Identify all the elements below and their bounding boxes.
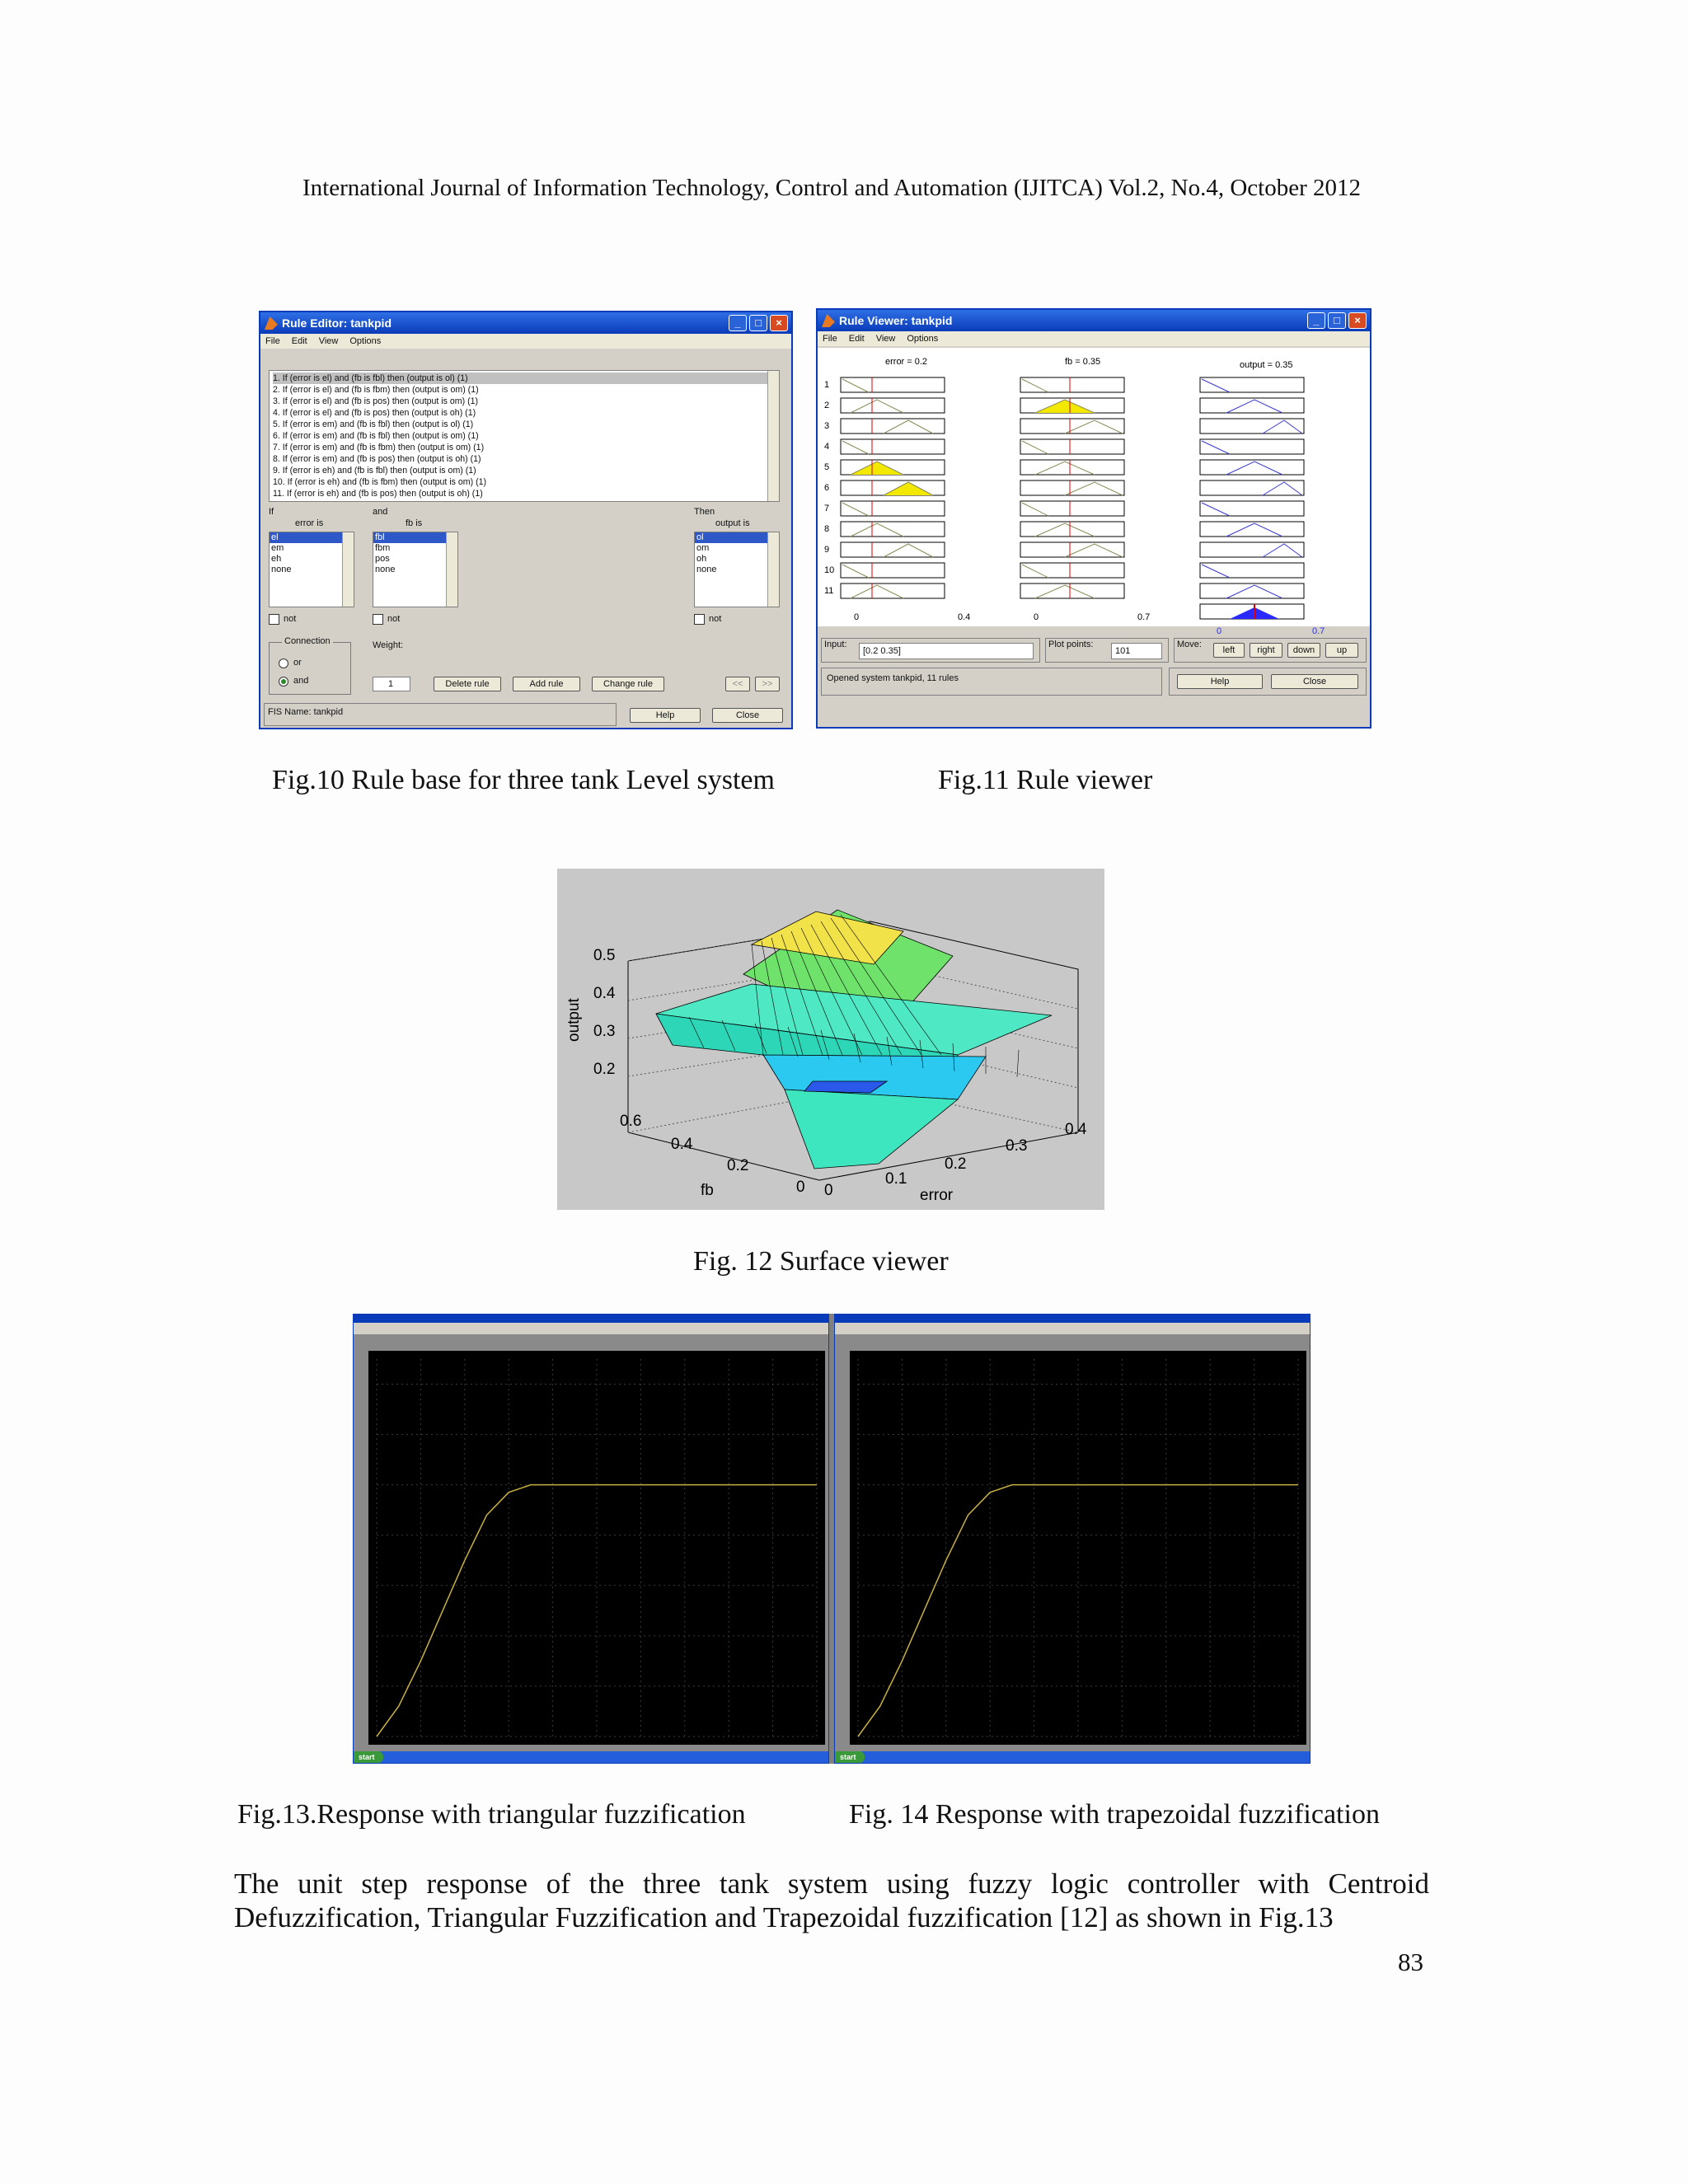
weight-label: Weight:	[373, 640, 404, 650]
scope-titlebar	[354, 1315, 828, 1323]
fb-axis-label: fb	[701, 1182, 714, 1199]
rule-row-number: 1	[824, 380, 830, 390]
rule-item[interactable]: 5. If (error is em) and (fb is fbl) then (output is ol) (1)	[273, 419, 474, 429]
and-label: and	[373, 507, 388, 517]
output-mf-box	[1200, 439, 1304, 454]
fb-mf-box	[1020, 439, 1124, 454]
minimize-icon[interactable]: _	[729, 315, 747, 331]
error-tick: 0.3	[1006, 1137, 1028, 1155]
error-tick: 0.1	[885, 1170, 907, 1188]
z-tick: 0.2	[593, 1061, 616, 1078]
move-left-button[interactable]: left	[1213, 643, 1245, 658]
then-label: Then	[694, 507, 715, 517]
error-axis-min: 0	[854, 612, 860, 622]
error-not-checkbox[interactable]	[269, 614, 279, 625]
error-tick: 0	[824, 1182, 833, 1199]
caption-fig10: Fig.10 Rule base for three tank Level system	[272, 765, 775, 795]
error-is-label: error is	[295, 518, 324, 528]
output-mf-box	[1200, 522, 1304, 537]
start-button[interactable]: start	[835, 1751, 865, 1763]
fis-name-status: FIS Name: tankpid	[264, 703, 617, 726]
fb-not-checkbox[interactable]	[373, 614, 383, 625]
list-item[interactable]: om	[696, 543, 710, 553]
z-axis-label: output	[565, 998, 583, 1042]
rule-row-number: 10	[824, 565, 835, 575]
surface-box-front-left	[628, 1132, 819, 1180]
rule-viewer-plots[interactable]	[818, 348, 1370, 626]
rule-row-number: 6	[824, 483, 830, 493]
rule-viewer-title: Rule Viewer: tankpid	[839, 314, 953, 327]
output-mf-box	[1200, 377, 1304, 392]
list-item[interactable]: none	[271, 565, 292, 574]
or-radio[interactable]	[279, 658, 288, 668]
caption-fig12: Fig. 12 Surface viewer	[693, 1246, 949, 1277]
help-button[interactable]: Help	[1177, 674, 1263, 689]
listbox-scrollbar[interactable]	[767, 532, 779, 607]
surface-plot	[557, 869, 1104, 1210]
output-mf-box	[1200, 563, 1304, 578]
rule-editor-title: Rule Editor: tankpid	[282, 316, 392, 330]
output-listbox[interactable]	[694, 532, 780, 607]
and-radio[interactable]	[279, 677, 288, 687]
output-mf-box	[1200, 460, 1304, 475]
error-axis-max: 0.4	[958, 612, 971, 622]
list-item[interactable]: el	[270, 532, 354, 543]
fb-tick: 0	[796, 1179, 805, 1196]
minimize-icon[interactable]: _	[1307, 312, 1325, 329]
maximize-icon[interactable]: □	[1328, 312, 1346, 329]
fb-mf-box	[1020, 460, 1124, 475]
rule-editor-titlebar	[260, 312, 791, 334]
rule-row-number: 11	[824, 586, 834, 596]
connection-group	[269, 642, 351, 695]
not-label: not	[387, 614, 401, 624]
menu-edit[interactable]: Edit	[291, 336, 307, 346]
rule-viewer-plot-area	[818, 348, 1370, 626]
fb-axis-min: 0	[1034, 612, 1039, 622]
fb-mf-box	[1020, 377, 1124, 392]
output-is-label: output is	[715, 518, 750, 528]
fb-tick: 0.2	[727, 1157, 749, 1174]
rule-item[interactable]: 7. If (error is em) and (fb is fbm) then (output is om) (1)	[273, 443, 485, 452]
fb-tick: 0.4	[671, 1136, 693, 1153]
fb-is-label: fb is	[406, 518, 423, 528]
rule-row-number: 9	[824, 545, 830, 555]
output-axis-min: 0	[1217, 626, 1222, 636]
not-label: not	[709, 614, 722, 624]
rule-row-number: 3	[824, 421, 830, 431]
next-button[interactable]: >>	[755, 677, 780, 691]
prev-button[interactable]: <<	[725, 677, 750, 691]
error-mf-box	[841, 501, 945, 516]
list-item[interactable]: none	[375, 565, 396, 574]
z-tick: 0.4	[593, 985, 616, 1002]
output-mf-box	[1200, 583, 1304, 598]
fb-mf-box	[1020, 542, 1124, 557]
listbox-scrollbar[interactable]	[446, 532, 457, 607]
list-item[interactable]: none	[696, 565, 717, 574]
output-mf-box	[1200, 480, 1304, 495]
rule-list[interactable]	[269, 370, 780, 502]
list-item[interactable]: em	[271, 543, 284, 553]
list-item[interactable]: fbm	[375, 543, 391, 553]
close-icon[interactable]: ×	[1348, 312, 1367, 329]
error-listbox[interactable]	[269, 532, 354, 607]
caption-fig11: Fig.11 Rule viewer	[938, 765, 1153, 795]
rule-item[interactable]: 4. If (error is el) and (fb is pos) then (output is oh) (1)	[273, 408, 476, 418]
matlab-icon	[822, 314, 835, 327]
scope-window-trapezoidal	[834, 1314, 1311, 1764]
or-label: or	[293, 658, 302, 668]
response-plot-triangular	[368, 1351, 825, 1745]
rule-item[interactable]: 10. If (error is eh) and (fb is fbm) then (output is om) (1)	[273, 477, 487, 487]
body-paragraph: The unit step response of the three tank system using fuzzy logic controller with Centroid Defuzzification, Triangular Fuzzification and Trapezoidal fuzzification [12] as shown in Fig.13	[234, 1868, 1429, 1933]
rule-item[interactable]: 3. If (error is el) and (fb is pos) then (output is om) (1)	[273, 396, 479, 406]
fb-mf-box	[1020, 583, 1124, 598]
add-rule-button[interactable]: Add rule	[513, 677, 580, 691]
menu-options[interactable]: Options	[349, 336, 382, 346]
move-up-button[interactable]: up	[1325, 643, 1358, 658]
listbox-scrollbar[interactable]	[342, 532, 354, 607]
output-mf-box	[1200, 398, 1304, 413]
rule-item[interactable]: 9. If (error is eh) and (fb is fbl) then (output is om) (1)	[273, 466, 476, 476]
start-button[interactable]: start	[354, 1751, 383, 1763]
rule-row-number: 8	[824, 524, 830, 534]
close-button[interactable]: Close	[1271, 674, 1358, 689]
z-tick: 0.5	[593, 947, 616, 964]
plot-points-input[interactable]: 101	[1111, 643, 1162, 659]
scope-titlebar	[835, 1315, 1310, 1323]
rule-row-number: 4	[824, 442, 830, 452]
error-mf-box	[841, 439, 945, 454]
rule-row-number: 7	[824, 504, 830, 513]
fb-header: fb = 0.35	[1065, 357, 1101, 367]
surface-figure	[557, 869, 1104, 1210]
menu-view[interactable]: View	[875, 334, 896, 344]
if-label: If	[269, 507, 274, 517]
response-plot-trapezoidal	[850, 1351, 1306, 1745]
menu-options[interactable]: Options	[907, 334, 939, 344]
rule-item[interactable]: 1. If (error is el) and (fb is fbl) then (output is ol) (1)	[273, 373, 776, 384]
rule-editor-window	[259, 311, 793, 729]
list-item[interactable]: fbl	[373, 532, 457, 543]
output-header: output = 0.35	[1240, 360, 1293, 370]
output-axis-max: 0.7	[1312, 626, 1325, 636]
error-mf-box	[841, 522, 945, 537]
move-right-button[interactable]: right	[1250, 643, 1282, 658]
rule-item[interactable]: 8. If (error is em) and (fb is pos) then (output is oh) (1)	[273, 454, 481, 464]
scope-window-triangular	[353, 1314, 829, 1764]
plot-points-label: Plot points:	[1048, 640, 1094, 649]
help-button[interactable]: Help	[630, 708, 701, 723]
output-mf-box	[1200, 542, 1304, 557]
error-axis-label: error	[920, 1187, 954, 1204]
plot-area-triangular	[368, 1351, 825, 1745]
rule-viewer-titlebar	[818, 310, 1370, 331]
and-radio-label: and	[293, 676, 309, 686]
fb-mf-box	[1020, 563, 1124, 578]
error-mf-box	[841, 563, 945, 578]
surface-valley	[785, 1090, 958, 1169]
list-item[interactable]: pos	[375, 554, 390, 564]
fb-mf-box	[1020, 480, 1124, 495]
fb-axis-max: 0.7	[1137, 612, 1151, 622]
rule-row-number: 5	[824, 462, 830, 472]
maximize-icon[interactable]: □	[749, 315, 767, 331]
delete-rule-button[interactable]: Delete rule	[434, 677, 501, 691]
close-icon[interactable]: ×	[770, 315, 788, 331]
list-item[interactable]: eh	[271, 554, 282, 564]
not-label: not	[284, 614, 297, 624]
error-mf-box	[841, 398, 945, 413]
connection-label: Connection	[282, 636, 333, 646]
rule-item[interactable]: 6. If (error is em) and (fb is fbl) then (output is om) (1)	[273, 431, 479, 441]
output-mf-box	[1200, 419, 1304, 434]
menu-edit[interactable]: Edit	[848, 334, 865, 344]
error-mf-box	[841, 583, 945, 598]
journal-header: International Journal of Information Technology, Control and Automation (IJITCA) Vol.2, No.4, October 2012	[302, 175, 1361, 201]
z-tick: 0.3	[593, 1023, 616, 1040]
taskbar	[354, 1751, 828, 1763]
error-tick: 0.2	[945, 1155, 967, 1173]
close-button[interactable]: Close	[712, 708, 783, 723]
menu-view[interactable]: View	[318, 336, 339, 346]
rule-viewer-menubar	[818, 331, 1370, 346]
scope-toolbar[interactable]	[354, 1323, 828, 1334]
fb-tick: 0.6	[620, 1113, 642, 1130]
fb-mf-box	[1020, 501, 1124, 516]
error-mf-box	[841, 377, 945, 392]
taskbar	[835, 1751, 1310, 1763]
plot-area-trapezoidal	[850, 1351, 1306, 1745]
status-text: Opened system tankpid, 11 rules	[821, 668, 1162, 696]
list-item[interactable]: ol	[695, 532, 779, 543]
error-header: error = 0.2	[885, 357, 928, 367]
menu-file[interactable]: File	[265, 336, 280, 346]
fb-mf-box	[1020, 522, 1124, 537]
list-item[interactable]: oh	[696, 554, 707, 564]
move-label: Move:	[1177, 640, 1202, 649]
response-figures	[353, 1314, 1311, 1764]
input-label: Input:	[824, 640, 847, 649]
rule-viewer-window	[816, 308, 1372, 729]
rule-row-number: 2	[824, 401, 830, 410]
error-tick: 0.4	[1065, 1121, 1087, 1138]
weight-input[interactable]: 1	[373, 677, 410, 691]
rule-list-scrollbar[interactable]	[767, 371, 779, 501]
page-number: 83	[1398, 1947, 1423, 1976]
matlab-icon	[265, 316, 278, 330]
caption-fig13: Fig.13.Response with triangular fuzzification	[237, 1799, 746, 1830]
input-field[interactable]: [0.2 0.35]	[859, 643, 1034, 659]
fb-listbox[interactable]	[373, 532, 458, 607]
move-down-button[interactable]: down	[1287, 643, 1320, 658]
change-rule-button[interactable]: Change rule	[592, 677, 664, 691]
menu-file[interactable]: File	[823, 334, 837, 344]
rule-item[interactable]: 11. If (error is eh) and (fb is pos) then (output is oh) (1)	[273, 489, 483, 499]
output-not-checkbox[interactable]	[694, 614, 705, 625]
rule-editor-menubar	[260, 334, 791, 349]
surface-mesh-line	[1017, 1050, 1019, 1077]
rule-item[interactable]: 2. If (error is el) and (fb is fbm) then (output is om) (1)	[273, 385, 479, 395]
fb-mf-box	[1020, 419, 1124, 434]
caption-fig14: Fig. 14 Response with trapezoidal fuzzification	[849, 1799, 1380, 1830]
scope-toolbar[interactable]	[835, 1323, 1310, 1334]
output-mf-box	[1200, 501, 1304, 516]
